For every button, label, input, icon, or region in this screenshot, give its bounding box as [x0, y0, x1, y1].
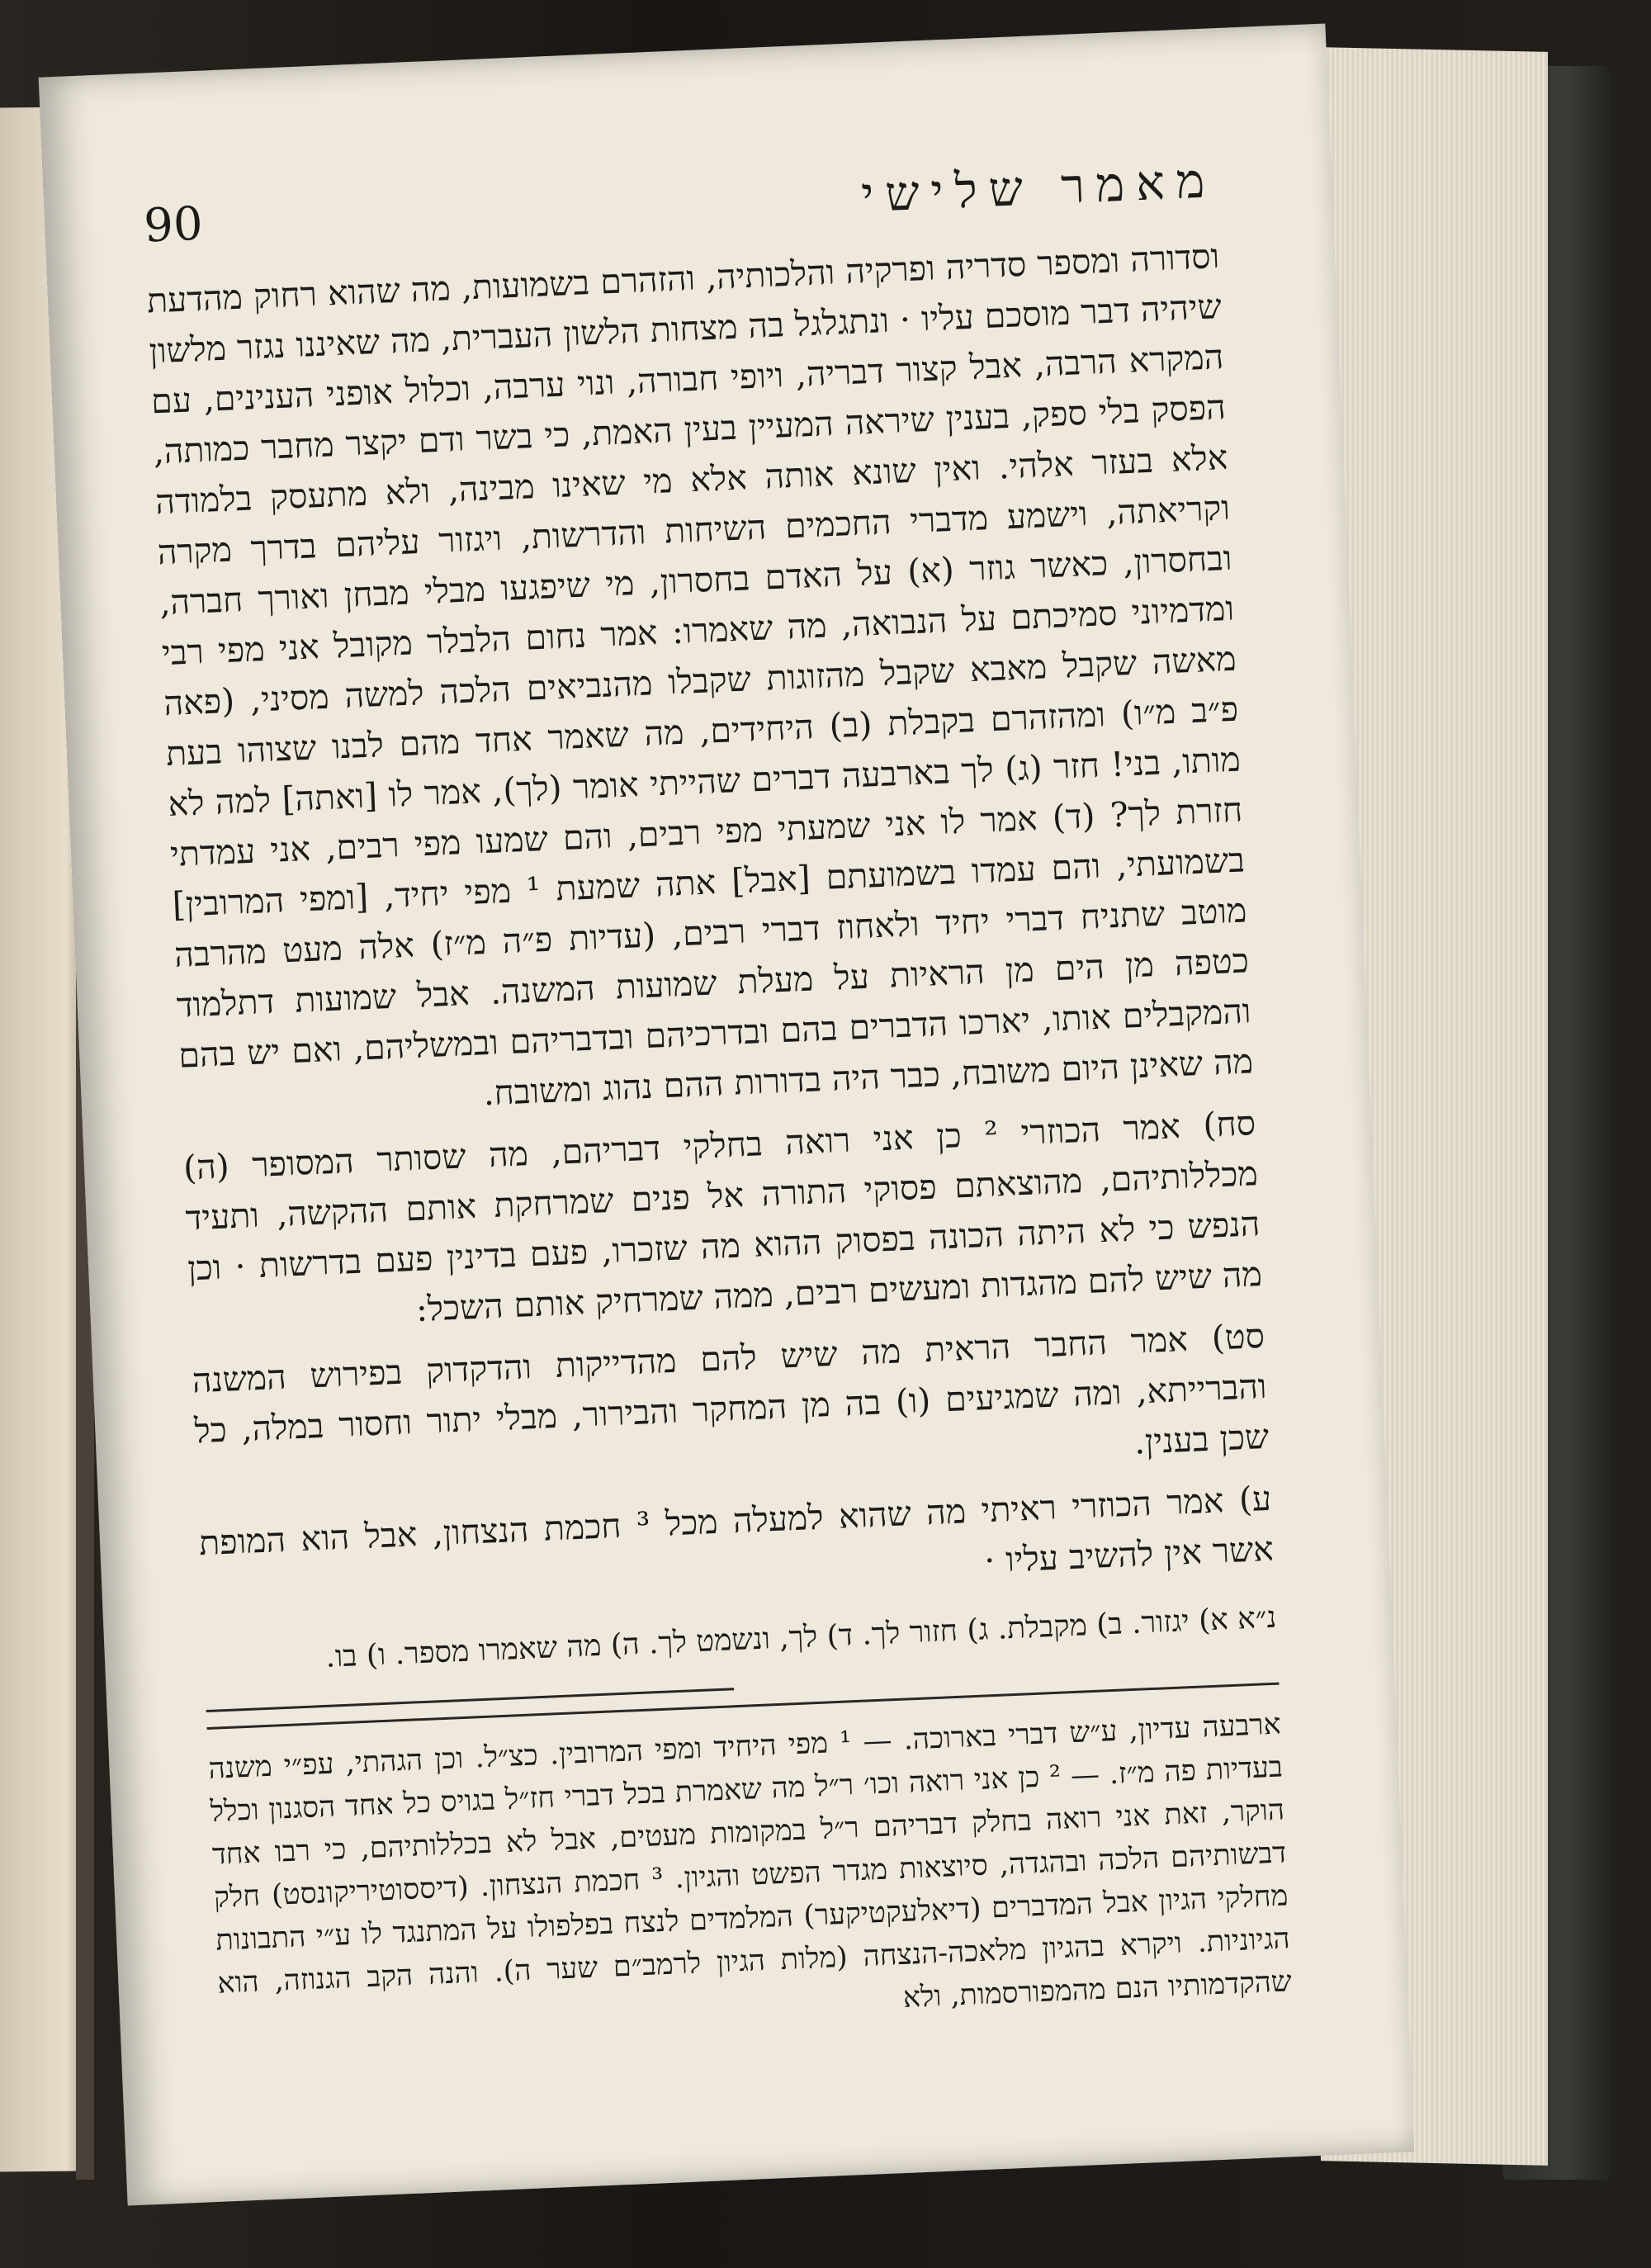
paragraph: וסדורה ומספר סדריה ופרקיה והלכותיה, והזהרם בשמועות, מה שהוא רחוק מהדעת שיהיה דבר מוסכם עליו · ונתגלגל בה מצחות הלשון העברית, מה שאיננו נגזר מלשון המקרא הרבה, אבל קצור דבריה, ויופי חבורה, ונוי ערבה, וכלול אופני הענינים, עם הפסק בלי ספק, בענין שיראה המעיין בעין האמת, כי בשר ודם יקצר מחבר כמותה, אלא בעזר אלהי. ואין שונא אותה אלא מי שאינו מבינה, ולא מתעסק בלמודה וקריאתה, וישמע מדברי החכמים השיחות והדרשות, ויגזור עליהם בדרך מקרה ובחסרון, כאשר גוזר (א) על האדם בחסרון, מי שיפגעו מבלי מבחן ואורך חברה, ומדמיוני סמיכתם על הנבואה, מה שאמרו: אמר נחום הלבלר מקובל אני מפי רבי מאשה שקבל מאבא שקבל מהזוגות שקבלו מהנביאים הלכה למשה מסיני, (פאה פ״ב מ״ו) ומהזהרם בקבלת (ב) היחידים, מה שאמר אחד מהם לבנו שצוהו בעת מותו, בני! חזר (ג) לך בארבעה דברים שהייתי אומר (לך), אמר לו [ואתה] למה לא חזרת לך? (ד) אמר לו אני שמעתי מפי רבים, והם שמעו מפי רבים, אני עמדתי בשמועתי, והם עמדו בשמועתם [אבל] אתה שמעת ¹ מפי יחיד, [ומפי המרובין] מוטב שתניח דברי יחיד ולאחוז דברי רבים, (עדיות פ״ה מ״ז) אלה מעט מהרבה כטפה מן הים מן הראיות על מעלת שמועות המשנה. אבל שמועות דתלמוד והמקבלים אותו, יארכו הדברים בהם ובדרכיהם ובדבריהם ובמשליהם, ואם יש בהם מה שאינן היום משובח, כבר היה בדורות ההם נהוג ומשובח. [146, 236, 1254, 1114]
variant-readings: נ״א א) יגזור. ב) מקבלת. ג) חזור לך. ד) לך, ונשמט לך. ה) מה שאמרו מספר. ו) בו. [324, 1600, 1277, 1674]
book-page [39, 23, 1415, 2205]
main-text [146, 231, 1275, 1619]
paragraph: ע) אמר הכוזרי ראיתי מה שהוא למעלה מכל ³ חכמת הנצחון, אבל הוא המופת אשר אין להשיב עליו · [198, 1478, 1275, 1581]
footnotes [208, 1703, 1293, 2048]
page-content [143, 152, 1293, 2048]
page-number: 90 [142, 196, 204, 253]
paragraph: סט) אמר החבר הראית מה שיש להם מהדייקות והדקדוק בפירוש המשנה והברייתא, ומה שמגיעים (ו) בה מן המחקר והבירור, מבלי יתור וחסור במלה, כל שכן בענין. [191, 1315, 1270, 1462]
paragraph: סח) אמר הכוזרי ² כן אני רואה בחלקי דבריהם, מה שסותר המסופר (ה) מכללותיהם, מהוצאתם פסוקי התורה אל פנים שמרחקת אותם ההקשה, ותעיד הנפש כי לא היתה הכונה בפסוק ההוא מה שזכרו, פעם בדינין פעם בדרשות · וכן מה שיש להם מהגדות ומעשים רבים, ממה שמרחיק אותם השכל: [182, 1103, 1263, 1329]
footnote-text: ארבעה עדיון, ע״ש דברי בארוכה. — ¹ מפי היחיד ומפי המרובין. כצ״ל. וכן הגהתי, עפ״י משנה בעדיות פה מ״ז. — ² כן אני רואה וכו׳ ר״ל מה שאמרת בכל דברי חז״ל בגויס כל אחד הסגנון וכלל הוקר, זאת אני רואה בחלק דבריהם ר״ל במקומות מעטים, אבל לא בכללותיהם, כי רבו אחד דבשותיהם הלכה ובהגדה, סיוצאות מגדר הפשט והגיון. ³ חכמת הנצחון. (דיססוטיריקונסט) חלק מחלקי הגיון אבל המדברים (דיאלעקטיקער) המלמדים לנצח בפלפולו על המתנגד לו ע״י התבונות הגיוניות. ויקרא בהגיון מלאכה-הנצחה (מלות הגיון לרמב״ם שער ה). והנה הקב הגנוזה, הוא שהקדמותיו הנם מהמפורסמות, ולא [207, 1707, 1293, 2015]
running-head: מאמר שלישי [859, 152, 1218, 224]
